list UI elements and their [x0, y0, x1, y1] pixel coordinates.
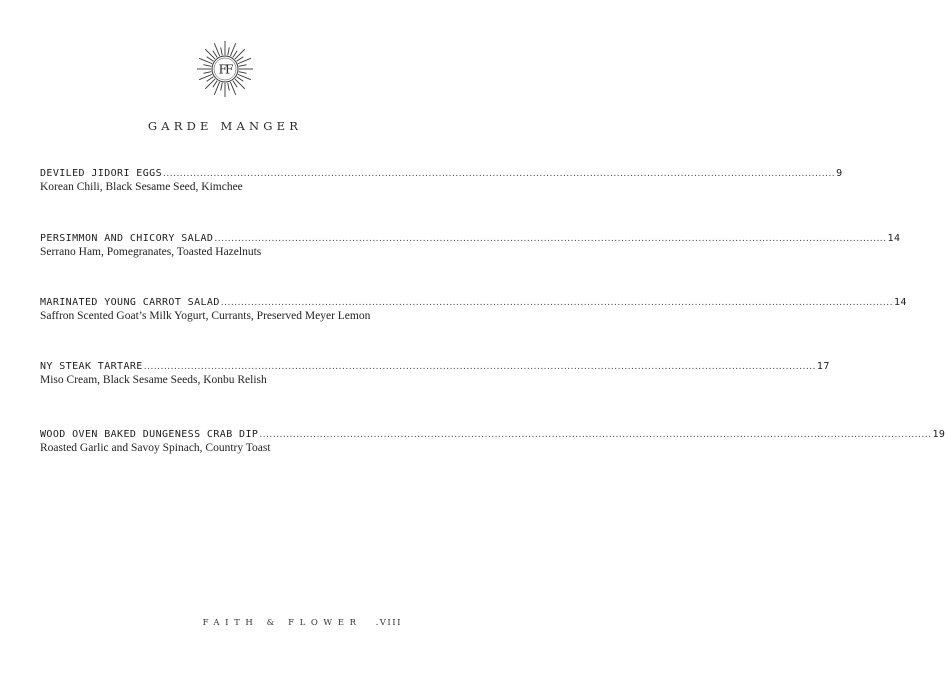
menu-item — [40, 361, 830, 386]
menu-item-name: NY STEAK TARTARE — [40, 361, 143, 372]
menu-item-price: 14 — [893, 297, 907, 308]
menu-item-description: Saffron Scented Goat’s Milk Yogurt, Currants, Preserved Meyer Lemon — [40, 310, 371, 322]
menu-item-name: WOOD OVEN BAKED DUNGENESS CRAB DIP — [40, 429, 259, 440]
dot-leader: ........................................................................................................................................................................................................ — [259, 430, 932, 440]
logo-monogram: FF — [218, 62, 232, 77]
menu-item-description: Miso Cream, Black Sesame Seeds, Konbu Relish — [40, 374, 267, 386]
menu-item-price: 17 — [816, 361, 830, 372]
menu-item-price: 9 — [836, 168, 843, 179]
page-number: .VIII — [375, 618, 402, 628]
menu-item-description: Roasted Garlic and Savoy Spinach, Country Toast — [40, 442, 271, 454]
menu-item-price: 14 — [887, 233, 901, 244]
menu-item-name: MARINATED YOUNG CARROT SALAD — [40, 297, 220, 308]
section-title: GARDE MANGER — [147, 119, 303, 133]
menu-item — [40, 297, 907, 322]
menu-item — [40, 168, 843, 193]
dot-leader: ........................................................................................................................................................................................................ — [163, 169, 836, 179]
menu-item-description: Serrano Ham, Pomegranates, Toasted Hazelnuts — [40, 246, 262, 258]
dot-leader: ........................................................................................................................................................................................................ — [220, 298, 893, 308]
page-footer — [203, 618, 402, 628]
menu-item — [40, 429, 945, 454]
dot-leader: ........................................................................................................................................................................................................ — [143, 362, 816, 372]
menu-item-price: 19 — [932, 429, 945, 440]
menu-item — [40, 233, 901, 258]
footer-brand: FAITH & FLOWER — [202, 618, 362, 628]
menu-item-name: DEVILED JIDORI EGGS — [40, 168, 162, 179]
ff-monogram-starburst-icon — [196, 40, 254, 98]
dot-leader: ........................................................................................................................................................................................................ — [214, 234, 887, 244]
menu-item-name: PERSIMMON AND CHICORY SALAD — [40, 233, 214, 244]
menu-item-description: Korean Chili, Black Sesame Seed, Kimchee — [40, 181, 243, 193]
